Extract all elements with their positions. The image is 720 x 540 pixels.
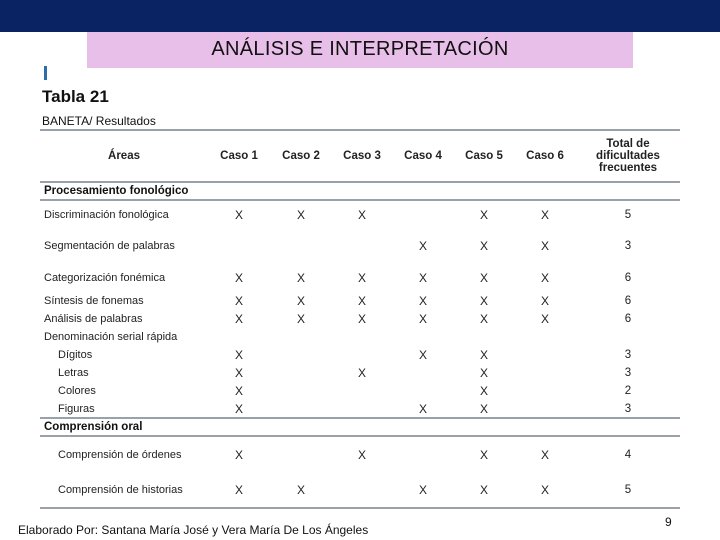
case-cell: X [357,207,366,222]
case-cell: X [479,271,488,285]
case-cell [332,382,392,400]
case-cell [270,382,332,400]
table-row [40,228,680,264]
case-cell [270,364,332,382]
total-cell: 4 [624,448,632,461]
area-cell: Discriminación fonológica [44,208,169,221]
case-cell: X [234,384,243,398]
case-cell: X [479,239,488,253]
case-cell: X [479,384,488,398]
case-cell [270,436,332,472]
case-cell: X [234,366,243,380]
total-cell: 3 [624,240,632,252]
case-cell [392,418,454,436]
total-cell: 3 [624,402,632,415]
area-cell: Comprensión de historias [58,483,183,496]
case-cell [270,328,332,346]
case-cell [332,418,392,436]
case-cell [332,400,392,418]
header-cell: Caso 2 [282,150,320,162]
total-cell: 6 [624,295,632,307]
case-cell [208,228,270,264]
case-cell [392,436,454,472]
header-cell: Total de dificultades frecuentes [596,138,660,174]
case-cell: X [296,482,305,497]
case-cell: X [357,366,366,380]
table-subtitle: BANETA/ Resultados [42,114,156,128]
title-banner [87,32,633,68]
case-cell: X [479,366,488,380]
total-cell: 6 [624,272,632,284]
case-cell: X [418,482,427,497]
case-cell [392,200,454,228]
case-cell [332,472,392,508]
total-cell [576,418,680,436]
table-row [40,264,680,292]
total-cell: 6 [624,313,632,325]
case-cell: X [357,312,366,326]
case-cell: X [296,312,305,326]
case-cell: X [540,294,549,308]
case-cell [514,364,576,382]
area-cell: Síntesis de fonemas [44,295,144,307]
accent-bar [44,66,47,80]
table-row [40,472,680,508]
case-cell: X [479,207,488,222]
total-cell: 3 [624,349,632,361]
header-cell: Caso 6 [526,150,564,162]
case-cell: X [296,271,305,285]
case-cell: X [418,401,427,416]
total-cell: 3 [624,367,632,379]
case-cell: X [234,207,243,222]
case-cell [454,418,514,436]
header-cell: Caso 5 [465,150,503,162]
case-cell [270,418,332,436]
case-cell: X [479,447,488,462]
case-cell [332,228,392,264]
case-cell [208,182,270,200]
case-cell: X [479,482,488,497]
table-number: Tabla 21 [42,87,109,106]
header-cell: Caso 4 [404,150,442,162]
case-cell [270,182,332,200]
case-cell [514,346,576,364]
area-cell: Figuras [58,402,95,415]
header-cell: Caso 3 [343,150,381,162]
case-cell: X [296,207,305,222]
case-cell: X [234,312,243,326]
case-cell: X [540,312,549,326]
case-cell [332,328,392,346]
case-cell [514,182,576,200]
case-cell [208,418,270,436]
case-cell: X [234,482,243,497]
case-cell: X [296,294,305,308]
case-cell: X [418,239,427,253]
results-table-figure [40,112,680,502]
case-cell: X [357,294,366,308]
header-cell: Caso 1 [220,150,258,162]
case-cell: X [540,271,549,285]
case-cell [454,182,514,200]
case-cell: X [418,294,427,308]
area-cell: Colores [58,385,96,397]
case-cell [270,400,332,418]
case-cell [514,400,576,418]
case-cell [514,382,576,400]
total-cell: 5 [624,483,632,496]
page-number: 9 [665,515,672,529]
case-cell: X [418,271,427,285]
case-cell: X [234,348,243,362]
table-section-row [40,418,680,436]
total-cell: 2 [624,385,632,397]
table-row [40,346,680,364]
case-cell: X [418,312,427,326]
total-cell: 5 [624,208,632,221]
case-cell: X [234,294,243,308]
top-banner [0,0,720,32]
table-row [40,292,680,310]
total-cell [576,182,680,200]
case-cell: X [479,348,488,362]
case-cell [392,364,454,382]
case-cell [454,328,514,346]
case-cell: X [234,271,243,285]
table-row [40,400,680,418]
case-cell: X [540,447,549,462]
case-cell [392,182,454,200]
case-cell [208,328,270,346]
table-row [40,364,680,382]
table-row [40,310,680,328]
area-cell: Dígitos [58,349,93,361]
case-cell: X [540,207,549,222]
slide-title: ANÁLISIS E INTERPRETACIÓN [211,38,509,60]
results-table [40,129,680,509]
case-cell [270,346,332,364]
case-cell: X [479,401,488,416]
area-cell: Comprensión de órdenes [58,448,182,461]
case-cell: X [540,239,549,253]
area-cell: Análisis de palabras [44,313,143,325]
case-cell [332,346,392,364]
case-cell: X [357,447,366,462]
case-cell [332,182,392,200]
total-cell [576,328,680,346]
header-cell: Áreas [108,150,140,162]
case-cell [514,418,576,436]
case-cell: X [234,447,243,462]
table-row [40,328,680,346]
table-section-row [40,182,680,200]
area-cell: Procesamiento fonológico [44,185,189,197]
area-cell: Segmentación de palabras [44,240,175,252]
case-cell: X [234,401,243,416]
footer-credit: Elaborado Por: Santana María José y Vera María De Los Ángeles [18,523,369,537]
case-cell: X [540,482,549,497]
table-row [40,436,680,472]
case-cell: X [479,312,488,326]
case-cell: X [418,348,427,362]
case-cell: X [357,271,366,285]
area-cell: Comprensión oral [44,421,143,433]
table-header-row [40,130,680,182]
area-cell: Categorización fonémica [44,272,166,284]
table-row [40,382,680,400]
area-cell: Denominación serial rápida [44,331,178,343]
case-cell [514,328,576,346]
area-cell: Letras [58,367,89,379]
case-cell [392,382,454,400]
case-cell [270,228,332,264]
case-cell: X [479,294,488,308]
case-cell [392,328,454,346]
table-row [40,200,680,228]
